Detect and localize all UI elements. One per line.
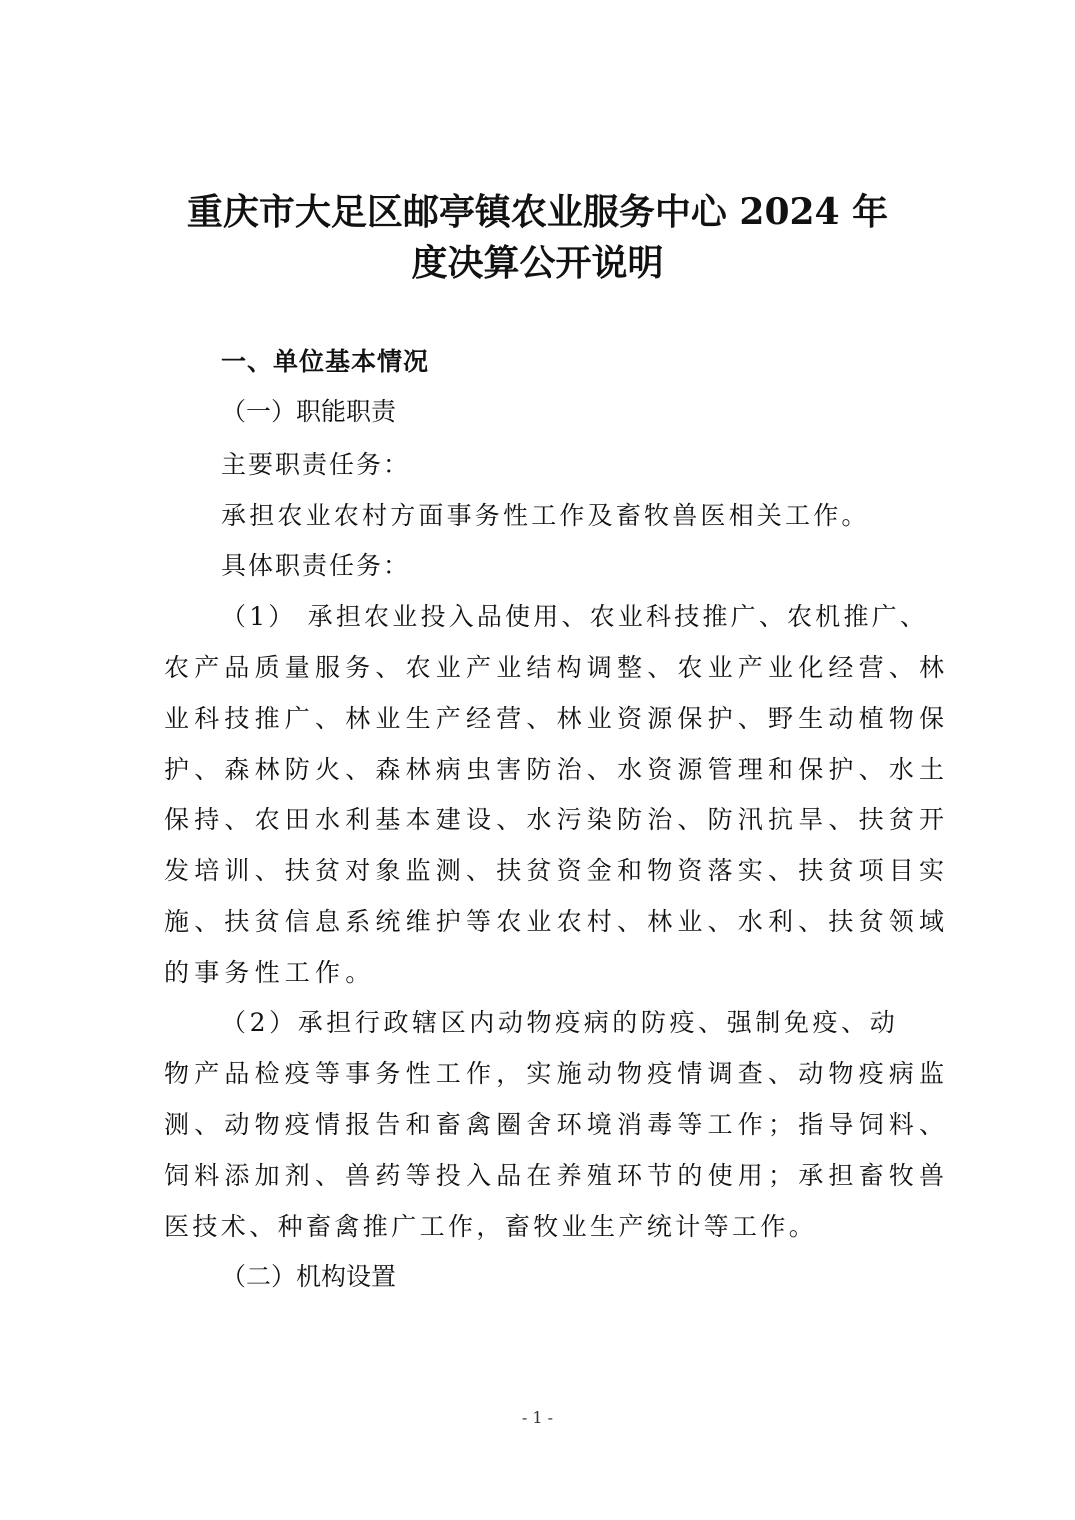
- duty-item-1-line: （1） 承担农业投入品使用、农业科技推广、农机推广、: [221, 602, 929, 631]
- duty-item-1-line: 保持、农田水利基本建设、水污染防治、防汛抗旱、扶贫开: [164, 805, 950, 834]
- duty-item-1-line: 业科技推广、林业生产经营、林业资源保护、野生动植物保: [164, 704, 950, 733]
- document-title-line-2: 度决算公开说明: [411, 242, 664, 284]
- duty-item-1-line: 施、扶贫信息系统维护等农业农村、林业、水利、扶贫领域: [164, 907, 950, 936]
- duty-item-1-line: 的事务性工作。: [164, 958, 376, 987]
- main-duties-label: 主要职责任务：: [221, 450, 411, 479]
- duty-item-1-line: 农产品质量服务、农业产业结构调整、农业产业化经营、林: [164, 653, 950, 682]
- section-heading-basic-info: 一、单位基本情况: [221, 347, 430, 376]
- duty-item-1-line: 发培训、扶贫对象监测、扶贫资金和物资落实、扶贫项目实: [164, 856, 950, 885]
- subsection-heading-org-structure: （二）机构设置: [221, 1262, 397, 1291]
- specific-duties-label: 具体职责任务：: [221, 551, 411, 580]
- duty-item-2-line: （2）承担行政辖区内动物疫病的防疫、强制免疫、动: [221, 1008, 899, 1037]
- duty-item-2-line: 饲料添加剂、兽药等投入品在养殖环节的使用；承担畜牧兽: [164, 1161, 950, 1190]
- duty-item-2-line: 测、动物疫情报告和畜禽圈舍环境消毒等工作；指导饲料、: [164, 1110, 950, 1139]
- main-duties-text: 承担农业农村方面事务性工作及畜牧兽医相关工作。: [221, 501, 870, 530]
- duty-item-1-line: 护、森林防火、森林病虫害防治、水资源管理和保护、水土: [164, 755, 950, 784]
- subsection-heading-functions: （一）职能职责: [221, 397, 397, 426]
- page-number: - 1 -: [521, 1408, 554, 1427]
- duty-item-2-line: 医技术、种畜禽推广工作，畜牧业生产统计等工作。: [164, 1212, 818, 1241]
- duty-item-2-line: 物产品检疫等事务性工作，实施动物疫情调查、动物疫病监: [164, 1059, 950, 1088]
- document-title-line-1: 重庆市大足区邮亭镇农业服务中心 2024 年: [186, 191, 889, 233]
